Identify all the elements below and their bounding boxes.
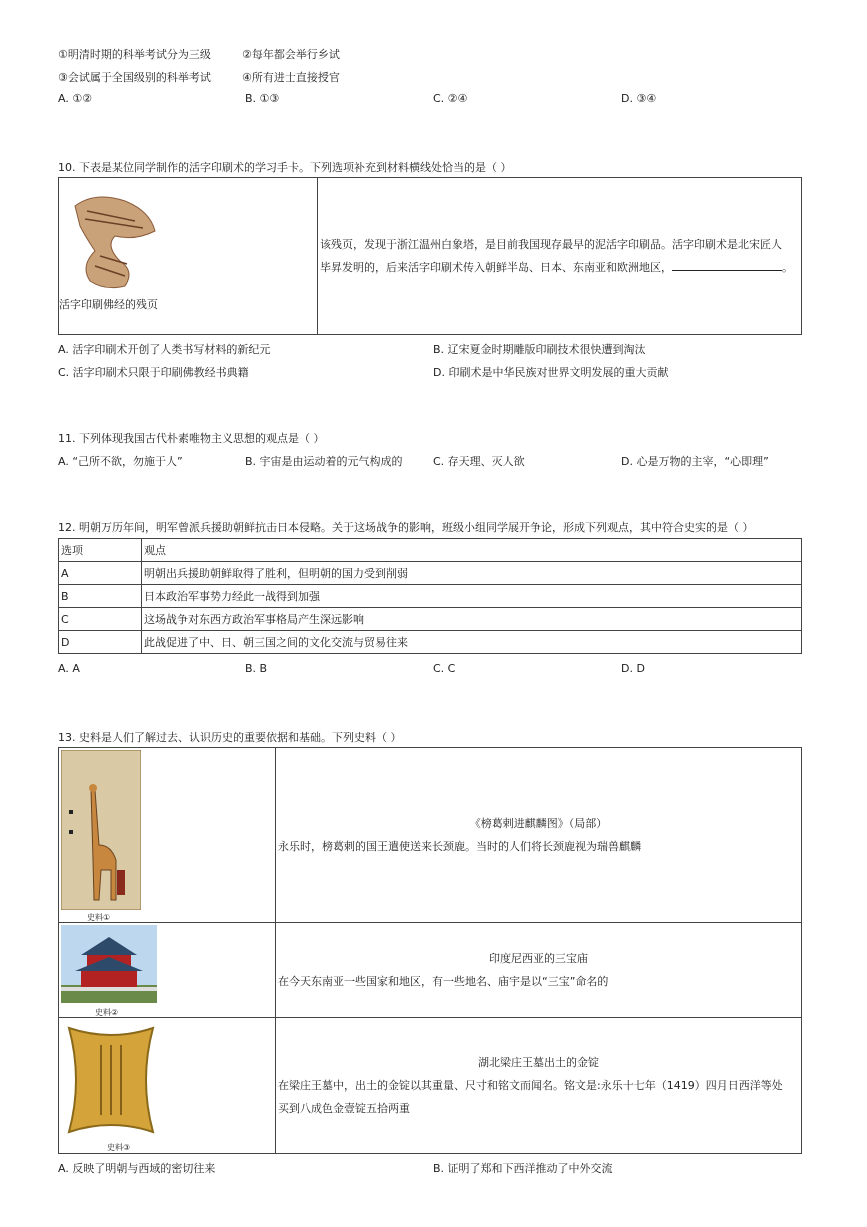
q10-image-cell (59, 178, 318, 335)
q13-material-1-image-cell (59, 748, 276, 923)
q12-header-view: 观点 (142, 539, 802, 562)
table-row (59, 1018, 802, 1154)
q12-header-option: 选项 (59, 539, 142, 562)
q13-material-3-caption: 史料③ (107, 1143, 131, 1152)
q10-option-c: C. 活字印刷术只限于印刷佛教经书典籍 (58, 366, 249, 379)
q10-text-line-2 (320, 256, 799, 279)
q10-text-2-end: 。 (782, 261, 793, 274)
q12-row-b-label: B (59, 585, 142, 608)
q10-text-line-1: 该残页，发现于浙江温州白象塔，是目前我国现存最早的泥活字印刷品。活字印刷术是北宋匠人 (320, 238, 782, 251)
q10-text-cell (318, 178, 802, 335)
q10-image-caption: 活字印刷佛经的残页 (59, 298, 158, 311)
q13-material-1-text-cell (276, 748, 802, 923)
q12-row-b-view: 日本政治军事势力经此一战得到加强 (142, 585, 802, 608)
q10-option-b: B. 辽宋夏金时期雕版印刷技术很快遭到淘汰 (433, 343, 646, 356)
table-row (59, 631, 802, 654)
q13-material-2-title: 印度尼西亚的三宝庙 (489, 952, 588, 965)
table-row (59, 608, 802, 631)
q12-row-a-view: 明朝出兵援助朝鲜取得了胜利，但明朝的国力受到削弱 (142, 562, 802, 585)
q13-stem: 13. 史料是人们了解过去、认识历史的重要依据和基础。下列史料（ ） (58, 731, 402, 744)
q10-stem: 10. 下表是某位同学制作的活字印刷术的学习手卡。下列选项补充到材料横线处恰当的是（ ） (58, 161, 512, 174)
q12-table (58, 538, 802, 654)
q9-statement-1: ①明清时期的科举考试分为三级 (58, 48, 211, 61)
q13-material-1-text: 永乐时，榜葛剌的国王遣使送来长颈鹿。当时的人们将长颈鹿视为瑞兽麒麟 (278, 840, 641, 853)
q13-material-3-text-1: 在梁庄王墓中，出土的金锭以其重量、尺寸和铭文而闻名。铭文是:永乐十七年（1419）四月日西洋等处 (278, 1079, 783, 1092)
q13-material-1-title: 《榜葛剌进麒麟图》（局部） (469, 817, 608, 830)
q9-option-b: B. ①③ (245, 92, 280, 105)
q13-table (58, 747, 802, 1154)
q13-material-3-text-cell (276, 1018, 802, 1154)
q12-row-a-label: A (59, 562, 142, 585)
q13-option-a: A. 反映了明朝与西域的密切往来 (58, 1162, 216, 1175)
q13-material-2-text-cell (276, 923, 802, 1018)
q12-row-d-label: D (59, 631, 142, 654)
q12-option-d: D. D (621, 662, 645, 675)
q9-statement-3: ③会试属于全国级别的科举考试 (58, 71, 211, 84)
q13-material-3-image-cell (59, 1018, 276, 1154)
gold-ingot-image (61, 1020, 161, 1140)
q11-option-b: B. 宇宙是由运动着的元气构成的 (245, 455, 403, 468)
q12-row-c-label: C (59, 608, 142, 631)
q9-option-d: D. ③④ (621, 92, 657, 105)
q12-option-a: A. A (58, 662, 80, 675)
q12-row-c-view: 这场战争对东西方政治军事格局产生深远影响 (142, 608, 802, 631)
q12-row-d-view: 此战促进了中、日、朝三国之间的文化交流与贸易往来 (142, 631, 802, 654)
table-row (59, 585, 802, 608)
q9-statement-2: ②每年都会举行乡试 (242, 48, 340, 61)
q10-table (58, 177, 802, 335)
q9-option-a: A. ①② (58, 92, 93, 105)
q13-material-1-caption: 史料① (87, 913, 111, 922)
q13-material-2-text: 在今天东南亚一些国家和地区，有一些地名、庙宇是以“三宝”命名的 (278, 975, 609, 988)
q12-option-b: B. B (245, 662, 268, 675)
q13-material-2-image-cell (59, 923, 276, 1018)
q13-material-2-caption: 史料② (95, 1008, 119, 1017)
q13-material-3-title: 湖北梁庄王墓出土的金锭 (478, 1056, 599, 1069)
q9-option-c: C. ②④ (433, 92, 468, 105)
q12-option-c: C. C (433, 662, 456, 675)
q12-stem: 12. 明朝万历年间，明军曾派兵援助朝鲜抗击日本侵略。关于这场战争的影响，班级小组同学展开争论，形成下列观点，其中符合史实的是（ ） (58, 521, 754, 534)
q12-header-row (59, 539, 802, 562)
q10-option-a: A. 活字印刷术开创了人类书写材料的新纪元 (58, 343, 271, 356)
temple-photo-image (61, 925, 157, 1003)
scripture-fragment-image (65, 186, 175, 296)
q9-statement-4: ④所有进士直接授官 (242, 71, 340, 84)
q10-blank (672, 258, 782, 271)
table-row (59, 562, 802, 585)
table-row (59, 748, 802, 923)
q11-stem: 11. 下列体现我国古代朴素唯物主义思想的观点是（ ） (58, 432, 325, 445)
q10-text-2: 毕昇发明的，后来活字印刷术传入朝鲜半岛、日本、东南亚和欧洲地区， (320, 261, 672, 274)
table-row (59, 923, 802, 1018)
q13-option-b: B. 证明了郑和下西洋推动了中外交流 (433, 1162, 613, 1175)
q11-option-a: A. “己所不欲，勿施于人” (58, 455, 183, 468)
q11-option-d: D. 心是万物的主宰，“心即理” (621, 455, 769, 468)
q10-option-d: D. 印刷术是中华民族对世界文明发展的重大贡献 (433, 366, 669, 379)
giraffe-painting-image (61, 750, 141, 910)
q13-material-3-text-2: 买到八成色金壹锭五拾两重 (278, 1102, 410, 1115)
q11-option-c: C. 存天理、灭人欲 (433, 455, 525, 468)
